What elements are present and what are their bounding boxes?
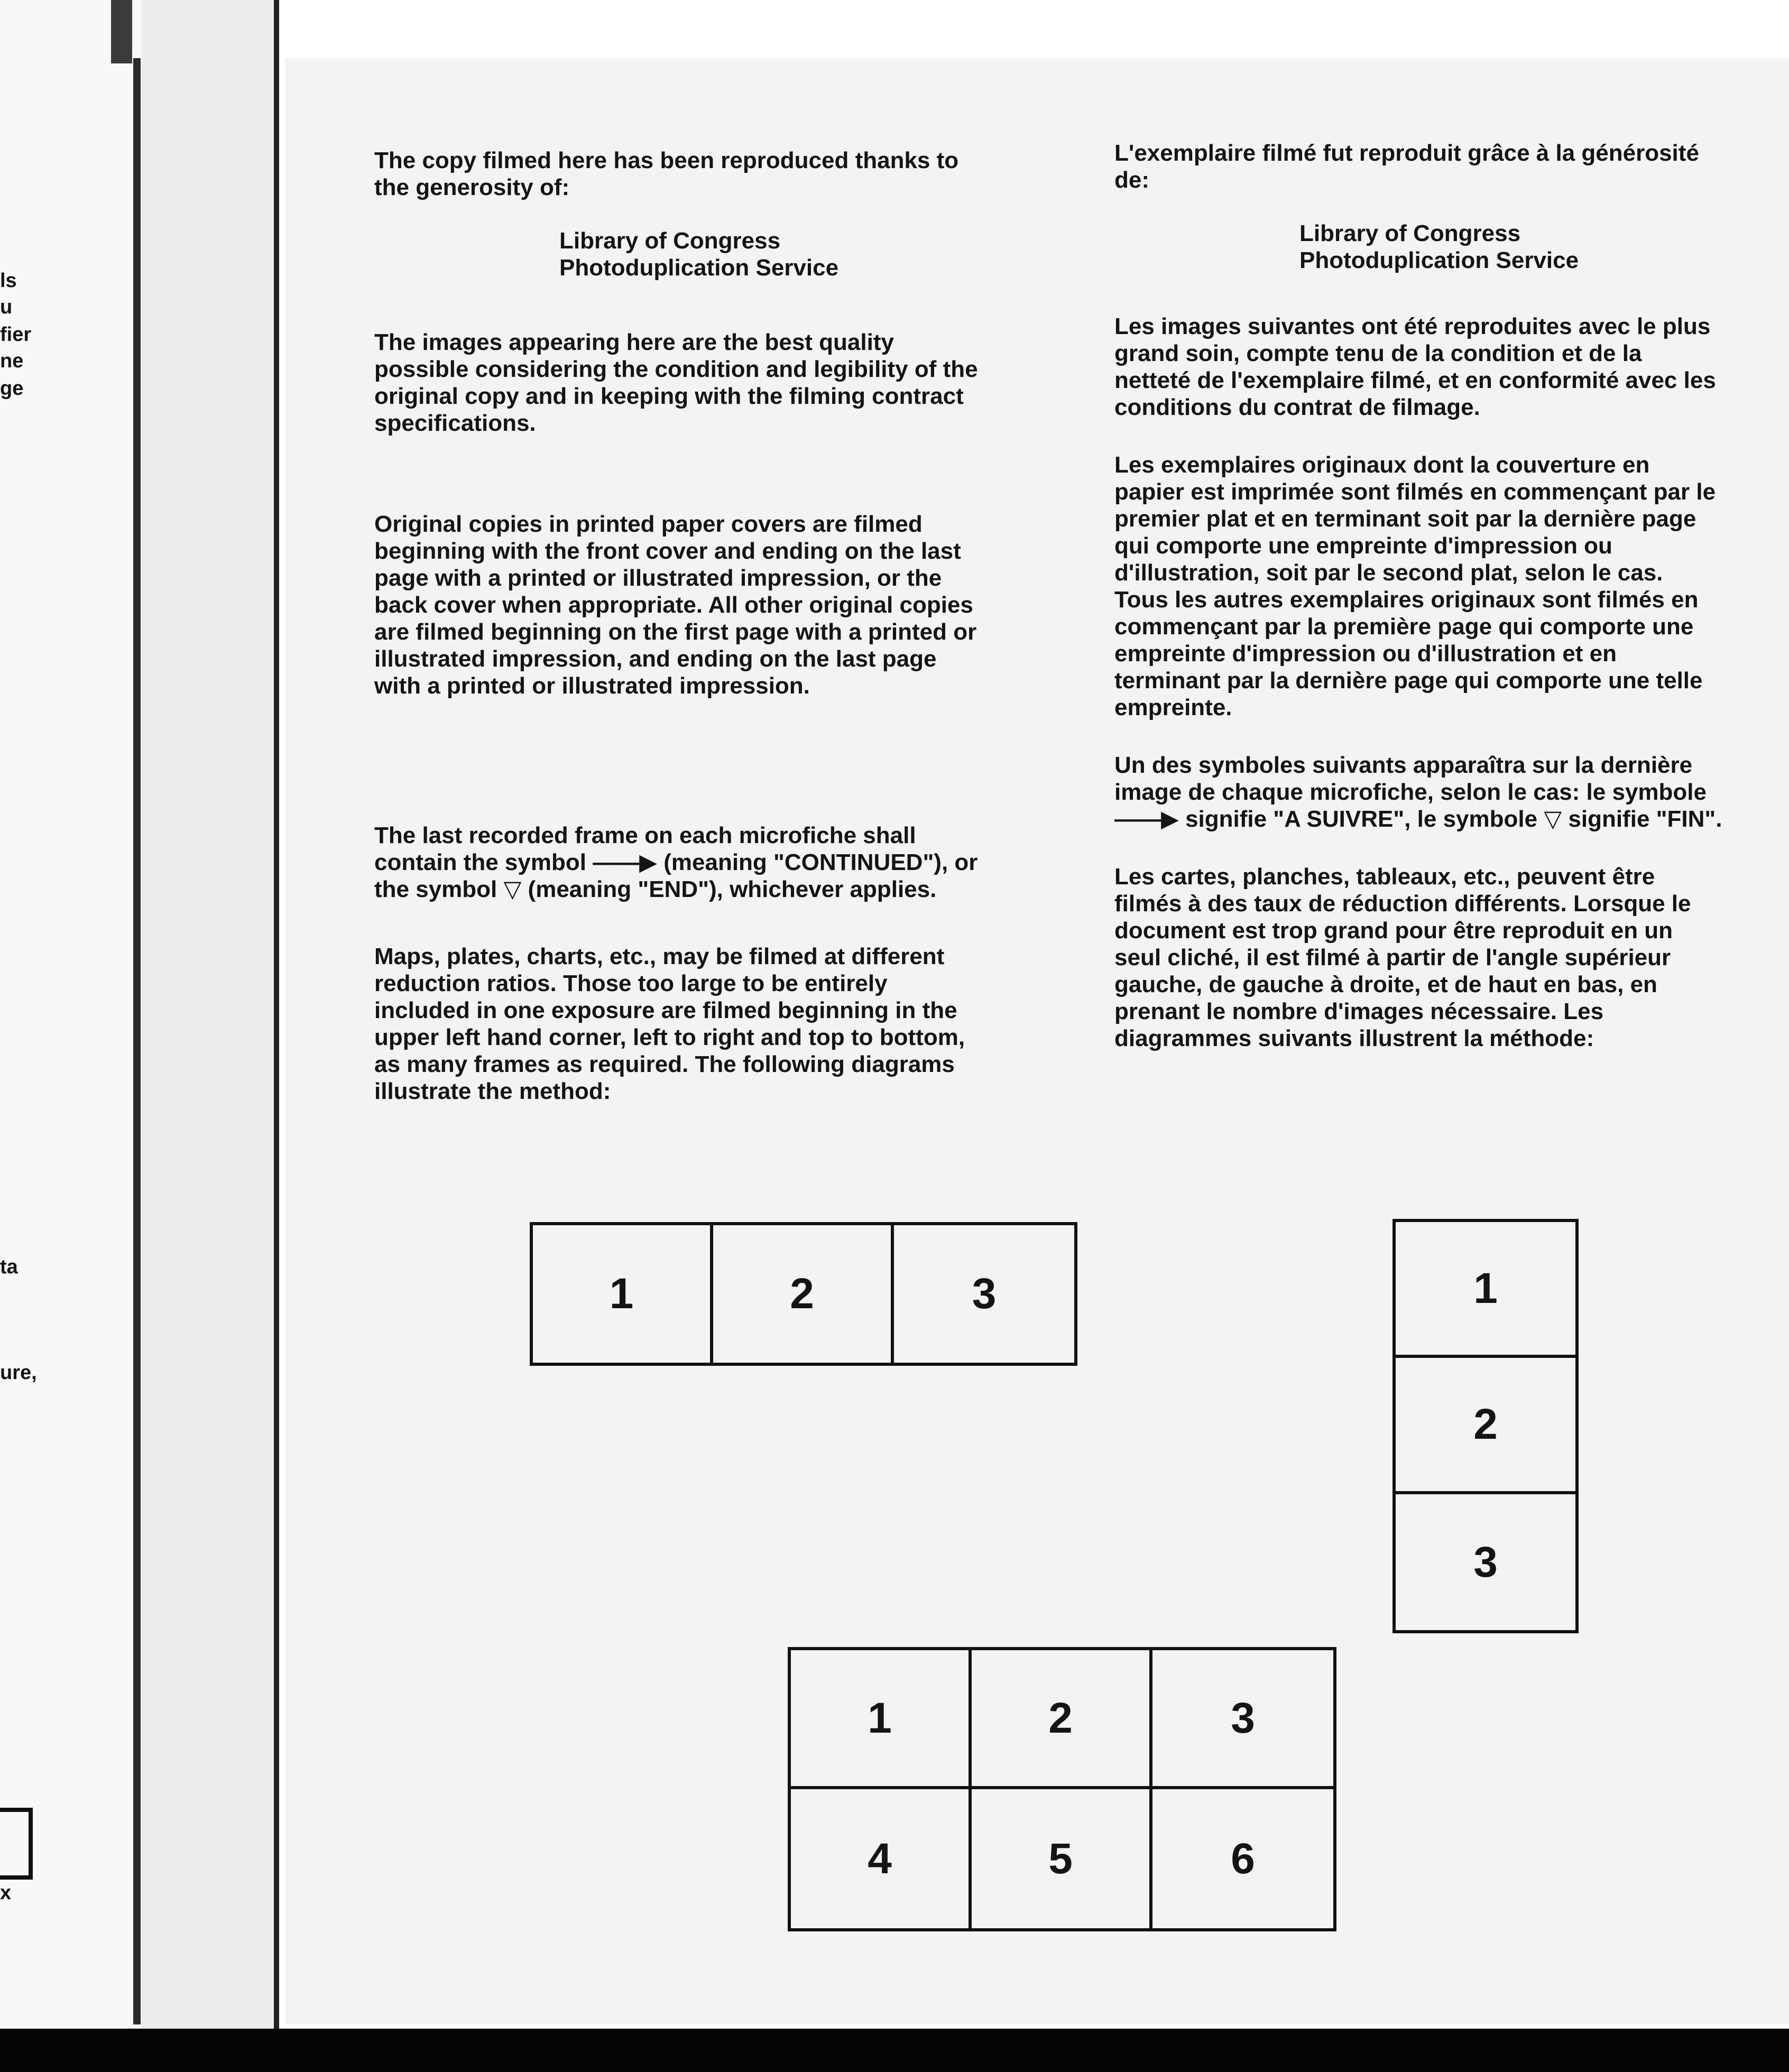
left-fragment: ge [0,377,24,400]
english-symbols-paragraph: The last recorded frame on each microfiche shall contain the symbol ——▶ (meaning "CONTINUED"), or the symbol ▽ (meaning "END"), whichever applies. [374,822,978,902]
english-intro: The copy filmed here has been reproduced thanks to the generosity of: [374,147,959,200]
left-diagram-box [0,1808,33,1880]
diagram-horizontal [530,1222,1077,1366]
diagram-cell: 1 [1396,1222,1575,1358]
english-institution-line2: Photoduplication Service [559,255,839,281]
diagram-cell: 2 [713,1225,894,1363]
diagram-cell: 1 [533,1225,713,1363]
diagram-cell: 4 [791,1789,972,1928]
diagram-cell: 3 [972,1270,997,1318]
top-tab [111,0,132,63]
diagram-vertical [1393,1219,1579,1633]
left-fragment: ta [0,1256,18,1278]
diagram-cell: 1 [791,1650,972,1789]
divider-line [274,0,279,2029]
french-column [1114,140,1722,1052]
diagram-cell: 3 [1473,1538,1498,1586]
english-column [374,147,982,1105]
left-fragment: fier [0,323,32,346]
left-adjacent-page [0,0,143,2029]
page-edge-shadow [133,58,141,2024]
french-intro: L'exemplaire filmé fut reproduit grâce à la générosité de: [1114,140,1699,193]
page-divider [142,0,279,2029]
french-quality-paragraph: Les images suivantes ont été reproduites avec le plus grand soin, compte tenu de la condition et de la netteté de l'exemplaire filmé, et en conformité avec les conditions du contrat de filmage. [1114,313,1716,420]
diagram-cell: 2 [972,1650,1152,1789]
film-bottom-edge [0,2029,1789,2072]
left-fragment: ne [0,350,24,372]
french-institution-line2: Photoduplication Service [1299,247,1579,273]
diagram-cell: 5 [972,1789,1152,1928]
left-fragment: u [0,296,13,318]
left-fragment: ls [0,270,17,292]
french-originals-paragraph: Les exemplaires originaux dont la couverture en papier est imprimée sont filmés en commençant par le premier plat et en terminant soit par la dernière page qui comporte une empreinte d'impression ou d'illustration, soit par le second plat, selon le cas. Tous les autres exemplaires originaux sont filmés en commençant par la première page qui comporte une empreinte d'impression ou d'illustration et en terminant par la dernière page qui comporte une telle empreinte. [1114,452,1716,720]
english-quality-paragraph: The images appearing here are the best quality possible considering the condition and legibility of the original copy and in keeping with the filming contract specifications. [374,329,978,436]
english-institution-line1: Library of Congress [559,228,781,254]
diagram-cell: 3 [1152,1650,1333,1789]
french-maps-paragraph: Les cartes, planches, tableaux, etc., peuvent être filmés à des taux de réduction différents. Lorsque le document est trop grand pour être reproduit en un seul cliché, il est filmé à partir de l'angle supérieur gauche, de gauche à droite, et de haut en bas, en prenant le nombre d'images nécessaire. Les diagrammes suivants illustrent la méthode: [1114,864,1691,1051]
french-institution-line1: Library of Congress [1299,220,1521,246]
left-fragment: x [0,1882,12,1904]
french-symbols-paragraph: Un des symboles suivants apparaîtra sur la dernière image de chaque microfiche, selon le cas: le symbole ——▶ signifie "A SUIVRE", le symbole ▽ signifie "FIN". [1114,752,1722,832]
english-maps-paragraph: Maps, plates, charts, etc., may be filmed at different reduction ratios. Those too large to be entirely included in one exposure are filmed beginning in the upper left hand corner, left to right and top to bottom, as many frames as required. The following diagrams illustrate the method: [374,944,965,1104]
diagram-grid [788,1647,1336,1931]
left-fragment: ure, [0,1362,37,1384]
english-originals-paragraph: Original copies in printed paper covers are filmed beginning with the front cover and ending on the last page with a printed or illustrated impression, or the back cover when appropriate. All other original copies are filmed beginning on the first page with a printed or illustrated impression, and ending on the last page with a printed or illustrated impression. [374,511,977,699]
diagram-cell: 2 [1396,1358,1575,1494]
diagram-cell: 6 [1231,1834,1255,1883]
